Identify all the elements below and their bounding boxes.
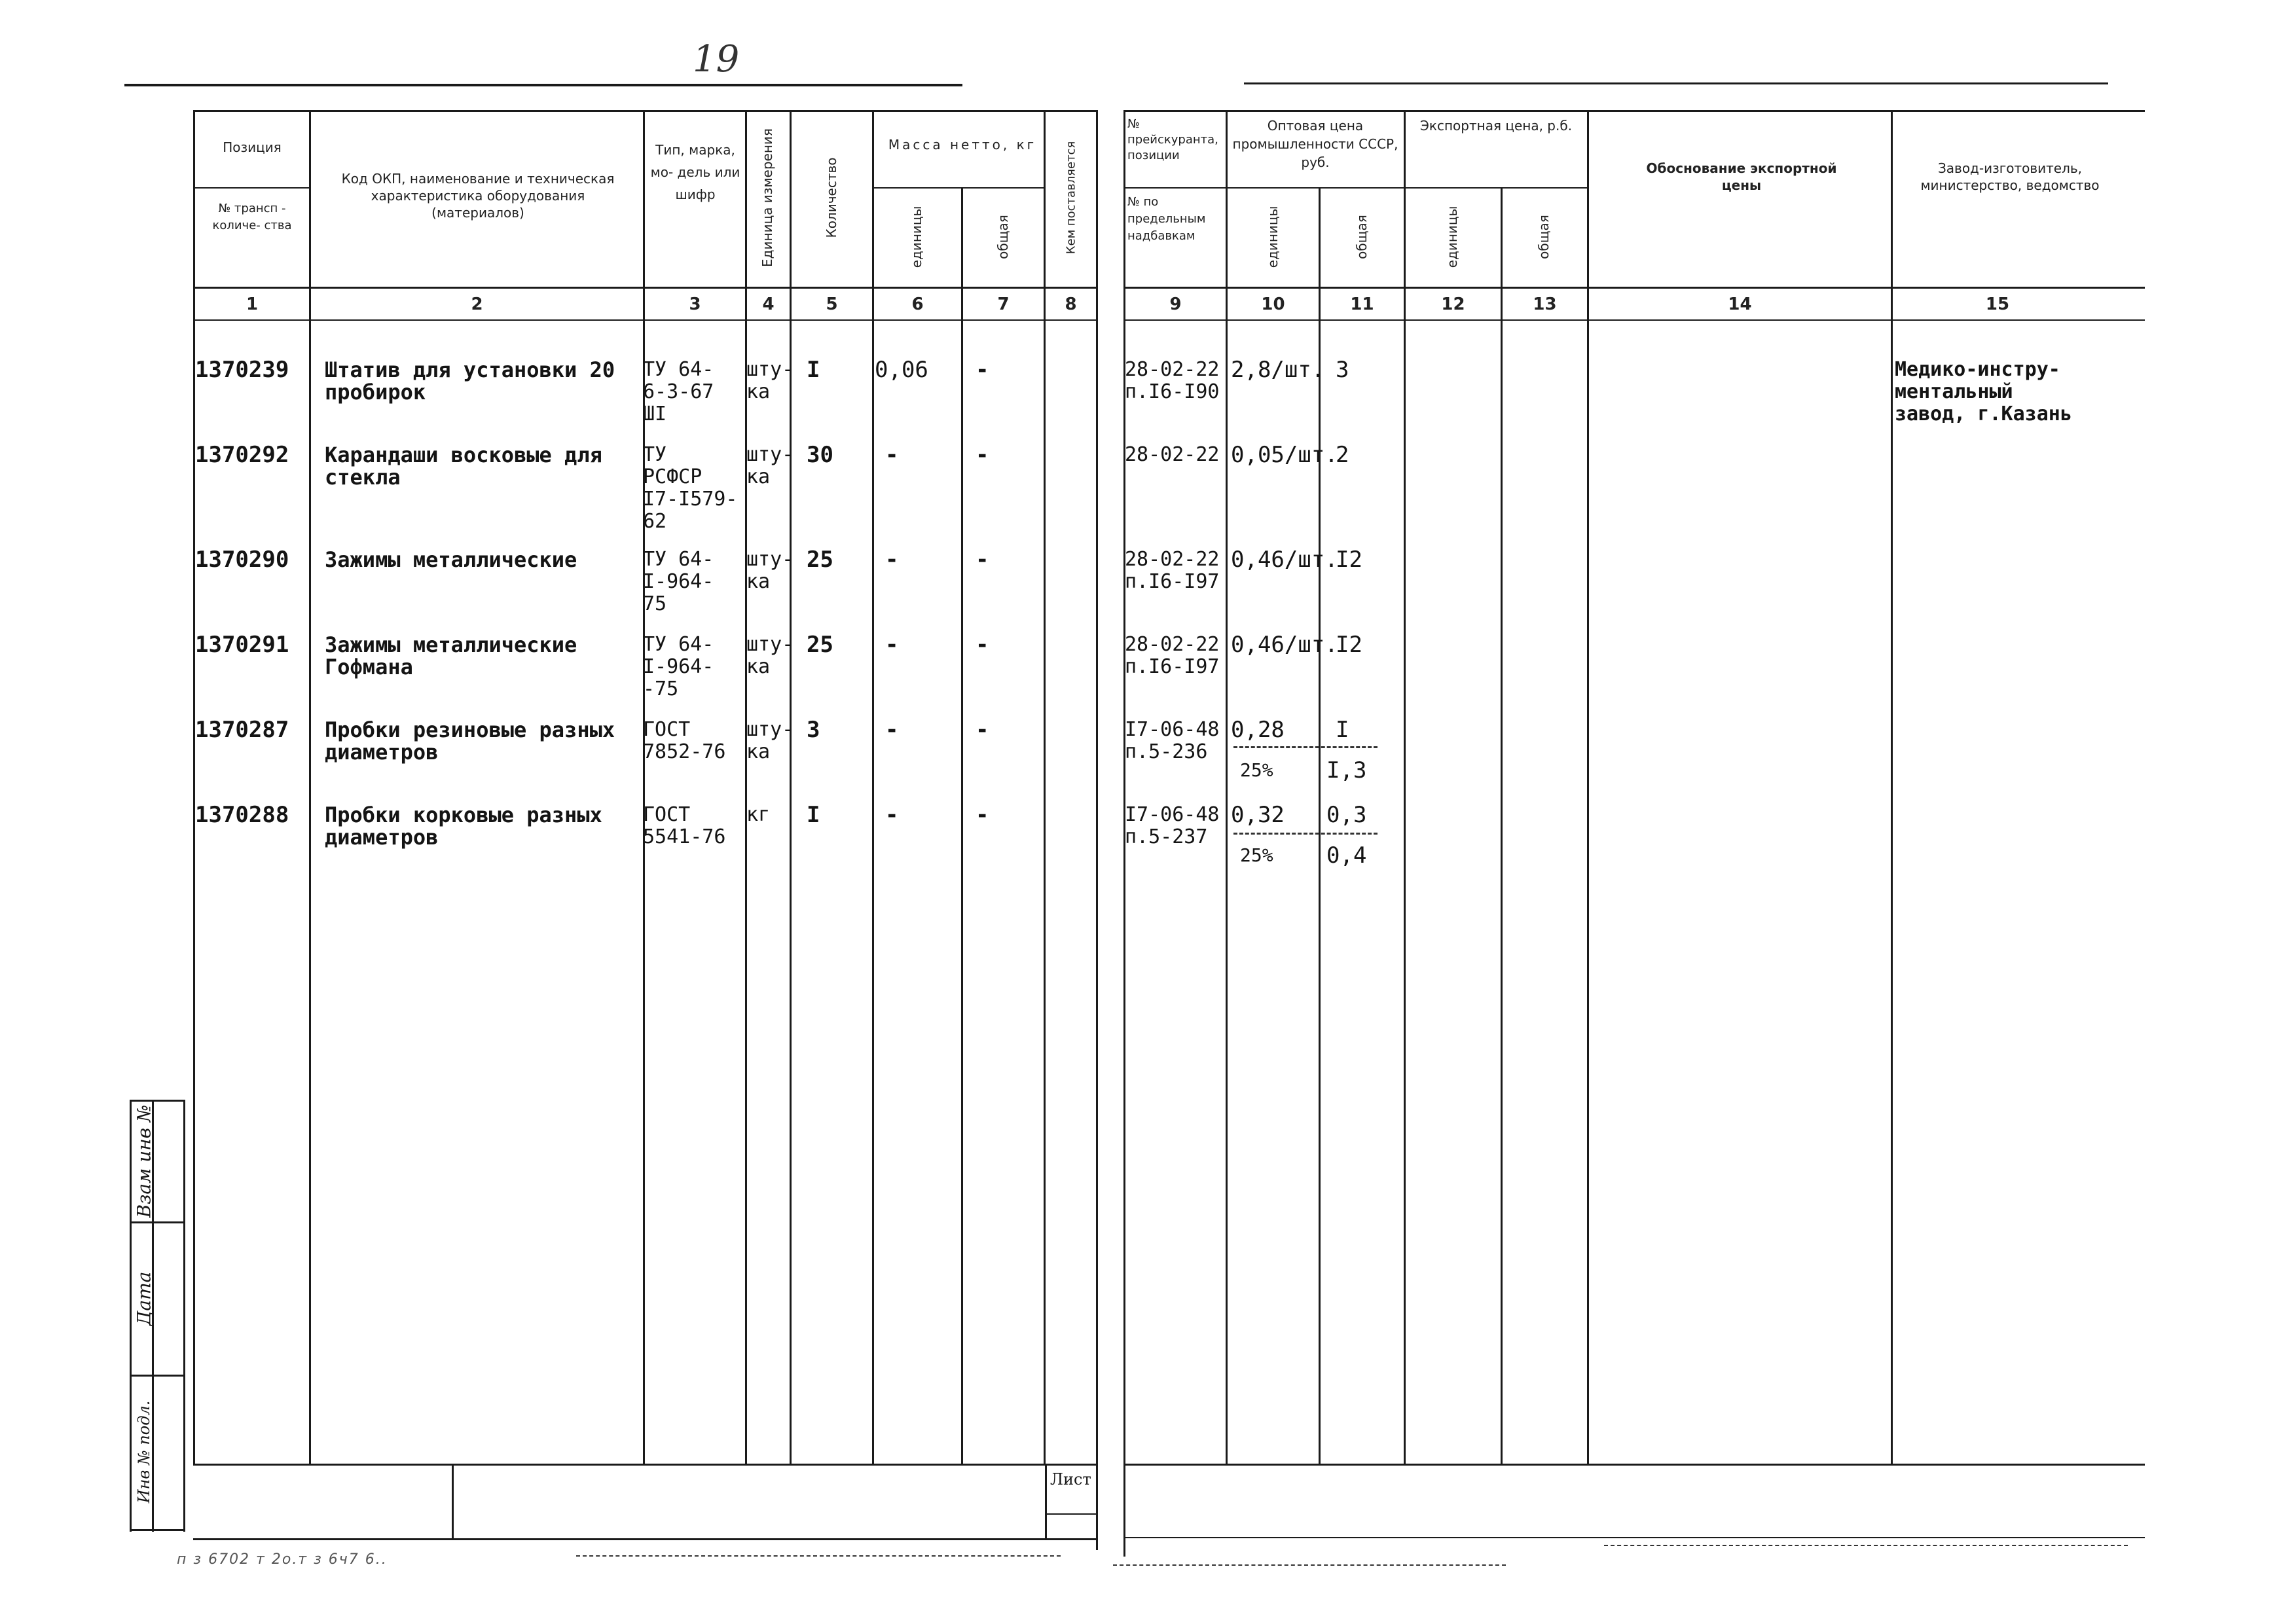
row5-type: ГОСТ 7852-76 <box>643 718 726 763</box>
col-number-1: 1 <box>246 295 259 314</box>
header-kem: Кем поставляется <box>1064 141 1078 255</box>
col-number-2: 2 <box>471 295 483 314</box>
row3-price-unit: 0,46/шт. <box>1231 547 1338 573</box>
row6-preisk: I7-06-48 п.5-237 <box>1125 803 1220 848</box>
row5-mass-unit: - <box>885 717 899 743</box>
row1-qty: I <box>807 357 820 383</box>
row4-unit: шту- ка <box>746 633 794 678</box>
row1-name: Штатив для установки 20 пробирок <box>325 357 615 405</box>
row5-pos: 1370287 <box>195 717 289 743</box>
row6-price-unit-2: 25% <box>1240 844 1273 866</box>
row4-pos: 1370291 <box>195 632 289 658</box>
row1-price-total: 3 <box>1336 357 1349 383</box>
page-number: 19 <box>693 38 740 81</box>
row4-mass-total: - <box>976 632 989 658</box>
row5-qty: 3 <box>807 717 820 743</box>
header-optovaya-tsena: Оптовая цена промышленности СССР, руб. <box>1232 118 1398 170</box>
row3-mass-unit: - <box>885 547 899 573</box>
header-massa-edinitsy: единицы <box>909 206 924 268</box>
row5-name: Пробки резиновые разных диаметров <box>325 717 615 765</box>
col-number-14: 14 <box>1728 295 1752 314</box>
row1-preisk: 28-02-22 п.I6-I90 <box>1125 358 1220 403</box>
col-number-15: 15 <box>1985 295 2010 314</box>
row3-mass-total: - <box>976 547 989 573</box>
col-number-6: 6 <box>911 295 924 314</box>
row1-unit: шту- ка <box>746 358 794 403</box>
top-rule-left <box>124 84 962 86</box>
row6-price-total-2: 0,4 <box>1326 842 1367 869</box>
row5-price-total-2: I,3 <box>1326 757 1367 784</box>
row3-unit: шту- ка <box>746 548 794 593</box>
row2-name: Карандаши восковые для стекла <box>325 442 602 490</box>
row6-mass-total: - <box>976 802 989 828</box>
row2-type: ТУ РСФСР I7-I579- 62 <box>643 443 738 533</box>
row3-price-total: I2 <box>1336 547 1362 573</box>
row6-pos: 1370288 <box>195 802 289 828</box>
col-number-8: 8 <box>1065 295 1077 314</box>
row6-name: Пробки корковые разных диаметров <box>325 803 602 850</box>
col-number-9: 9 <box>1169 295 1182 314</box>
col-number-7: 7 <box>997 295 1010 314</box>
row1-type: ТУ 64- 6-3-67 ШI <box>643 358 714 425</box>
row2-price-total: 2 <box>1336 442 1349 468</box>
row2-preisk: 28-02-22 <box>1125 443 1220 466</box>
row2-unit: шту- ка <box>746 443 794 488</box>
header-kod-okp: Код ОКП, наименование и техническая характеристика оборудования (материалов) <box>341 171 615 221</box>
row4-price-unit: 0,46/шт. <box>1231 632 1338 658</box>
row2-price-unit: 0,05/шт. <box>1231 442 1338 468</box>
row4-qty: 25 <box>807 632 833 658</box>
header-massa-obshchaya: общая <box>995 215 1011 259</box>
header-opt-obshchaya: общая <box>1354 215 1370 259</box>
row6-price-unit: 0,32 <box>1231 802 1285 828</box>
col-number-10: 10 <box>1261 295 1285 314</box>
col-number-4: 4 <box>762 295 775 314</box>
row3-pos: 1370290 <box>195 547 289 573</box>
row1-price-unit: 2,8/шт. <box>1231 357 1325 383</box>
header-preiskurant-sub: № по предельным надбавкам <box>1127 195 1206 243</box>
header-opt-edinitsy: единицы <box>1265 206 1281 268</box>
row6-unit: кг <box>746 803 771 826</box>
row4-mass-unit: - <box>885 632 899 658</box>
header-zavod: Завод-изготовитель, министерство, ведомство <box>1920 160 2100 193</box>
row1-mass-total: - <box>976 357 989 383</box>
header-obosnovanie: Обоснование экспортной цены <box>1646 160 1837 193</box>
row5-price-unit: 0,28 <box>1231 717 1285 743</box>
header-tip-marka: Тип, марка, мо- дель или шифр <box>650 142 740 202</box>
stamp-list-label: Лист <box>1050 1470 1091 1489</box>
col-number-5: 5 <box>826 295 838 314</box>
top-rule-right <box>1244 82 2108 84</box>
row3-name: Зажимы металлические <box>325 547 577 572</box>
header-nomer-transp: № трансп - количе- ства <box>212 202 292 232</box>
footer-stamp: п з 6702 т 2о.т з 6ч7 6.. <box>177 1551 388 1568</box>
row5-preisk: I7-06-48 п.5-236 <box>1125 718 1220 763</box>
header-pozitsiya: Позиция <box>223 139 282 155</box>
row5-price-unit-2: 25% <box>1240 759 1273 781</box>
row2-pos: 1370292 <box>195 442 289 468</box>
row2-mass-unit: - <box>885 442 899 468</box>
row4-preisk: 28-02-22 п.I6-I97 <box>1125 633 1220 678</box>
header-eksportnaya-tsena: Экспортная цена, р.б. <box>1419 118 1573 134</box>
row3-type: ТУ 64- I-964- 75 <box>643 548 714 615</box>
col-number-3: 3 <box>689 295 701 314</box>
row4-price-total: I2 <box>1336 632 1362 658</box>
side-vzam-inv: Взам инв № <box>133 1104 155 1218</box>
row1-manufacturer: Медико-инстру- ментальный завод, г.Казань <box>1895 358 2072 425</box>
header-massa: Масса нетто, кг <box>888 137 1037 153</box>
col-number-12: 12 <box>1441 295 1465 314</box>
row1-pos: 1370239 <box>195 357 289 383</box>
header-kolichestvo: Количество <box>824 157 839 238</box>
row5-mass-total: - <box>976 717 989 743</box>
row6-type: ГОСТ 5541-76 <box>643 803 726 848</box>
header-eksport-edinitsy: единицы <box>1444 206 1460 268</box>
row6-qty: I <box>807 802 820 828</box>
row2-mass-total: - <box>976 442 989 468</box>
row1-mass-unit: 0,06 <box>875 357 928 383</box>
side-data: Дата <box>133 1271 155 1326</box>
col-number-13: 13 <box>1533 295 1557 314</box>
header-edinitsa: Единица измерения <box>759 128 775 267</box>
row3-preisk: 28-02-22 п.I6-I97 <box>1125 548 1220 593</box>
row4-type: ТУ 64- I-964- -75 <box>643 633 714 700</box>
header-eksport-obshchaya: общая <box>1536 215 1552 259</box>
row2-qty: 30 <box>807 442 833 468</box>
header-preiskurant: № прейскуранта, позиции <box>1127 117 1218 162</box>
row6-price-total: 0,3 <box>1326 802 1367 828</box>
row4-name: Зажимы металлические Гофмана <box>325 632 577 679</box>
side-inv-podl: Инв № подл. <box>135 1400 153 1504</box>
row5-unit: шту- ка <box>746 718 794 763</box>
row5-price-total: I <box>1336 717 1349 743</box>
col-number-11: 11 <box>1350 295 1374 314</box>
row3-qty: 25 <box>807 547 833 573</box>
row6-mass-unit: - <box>885 802 899 828</box>
